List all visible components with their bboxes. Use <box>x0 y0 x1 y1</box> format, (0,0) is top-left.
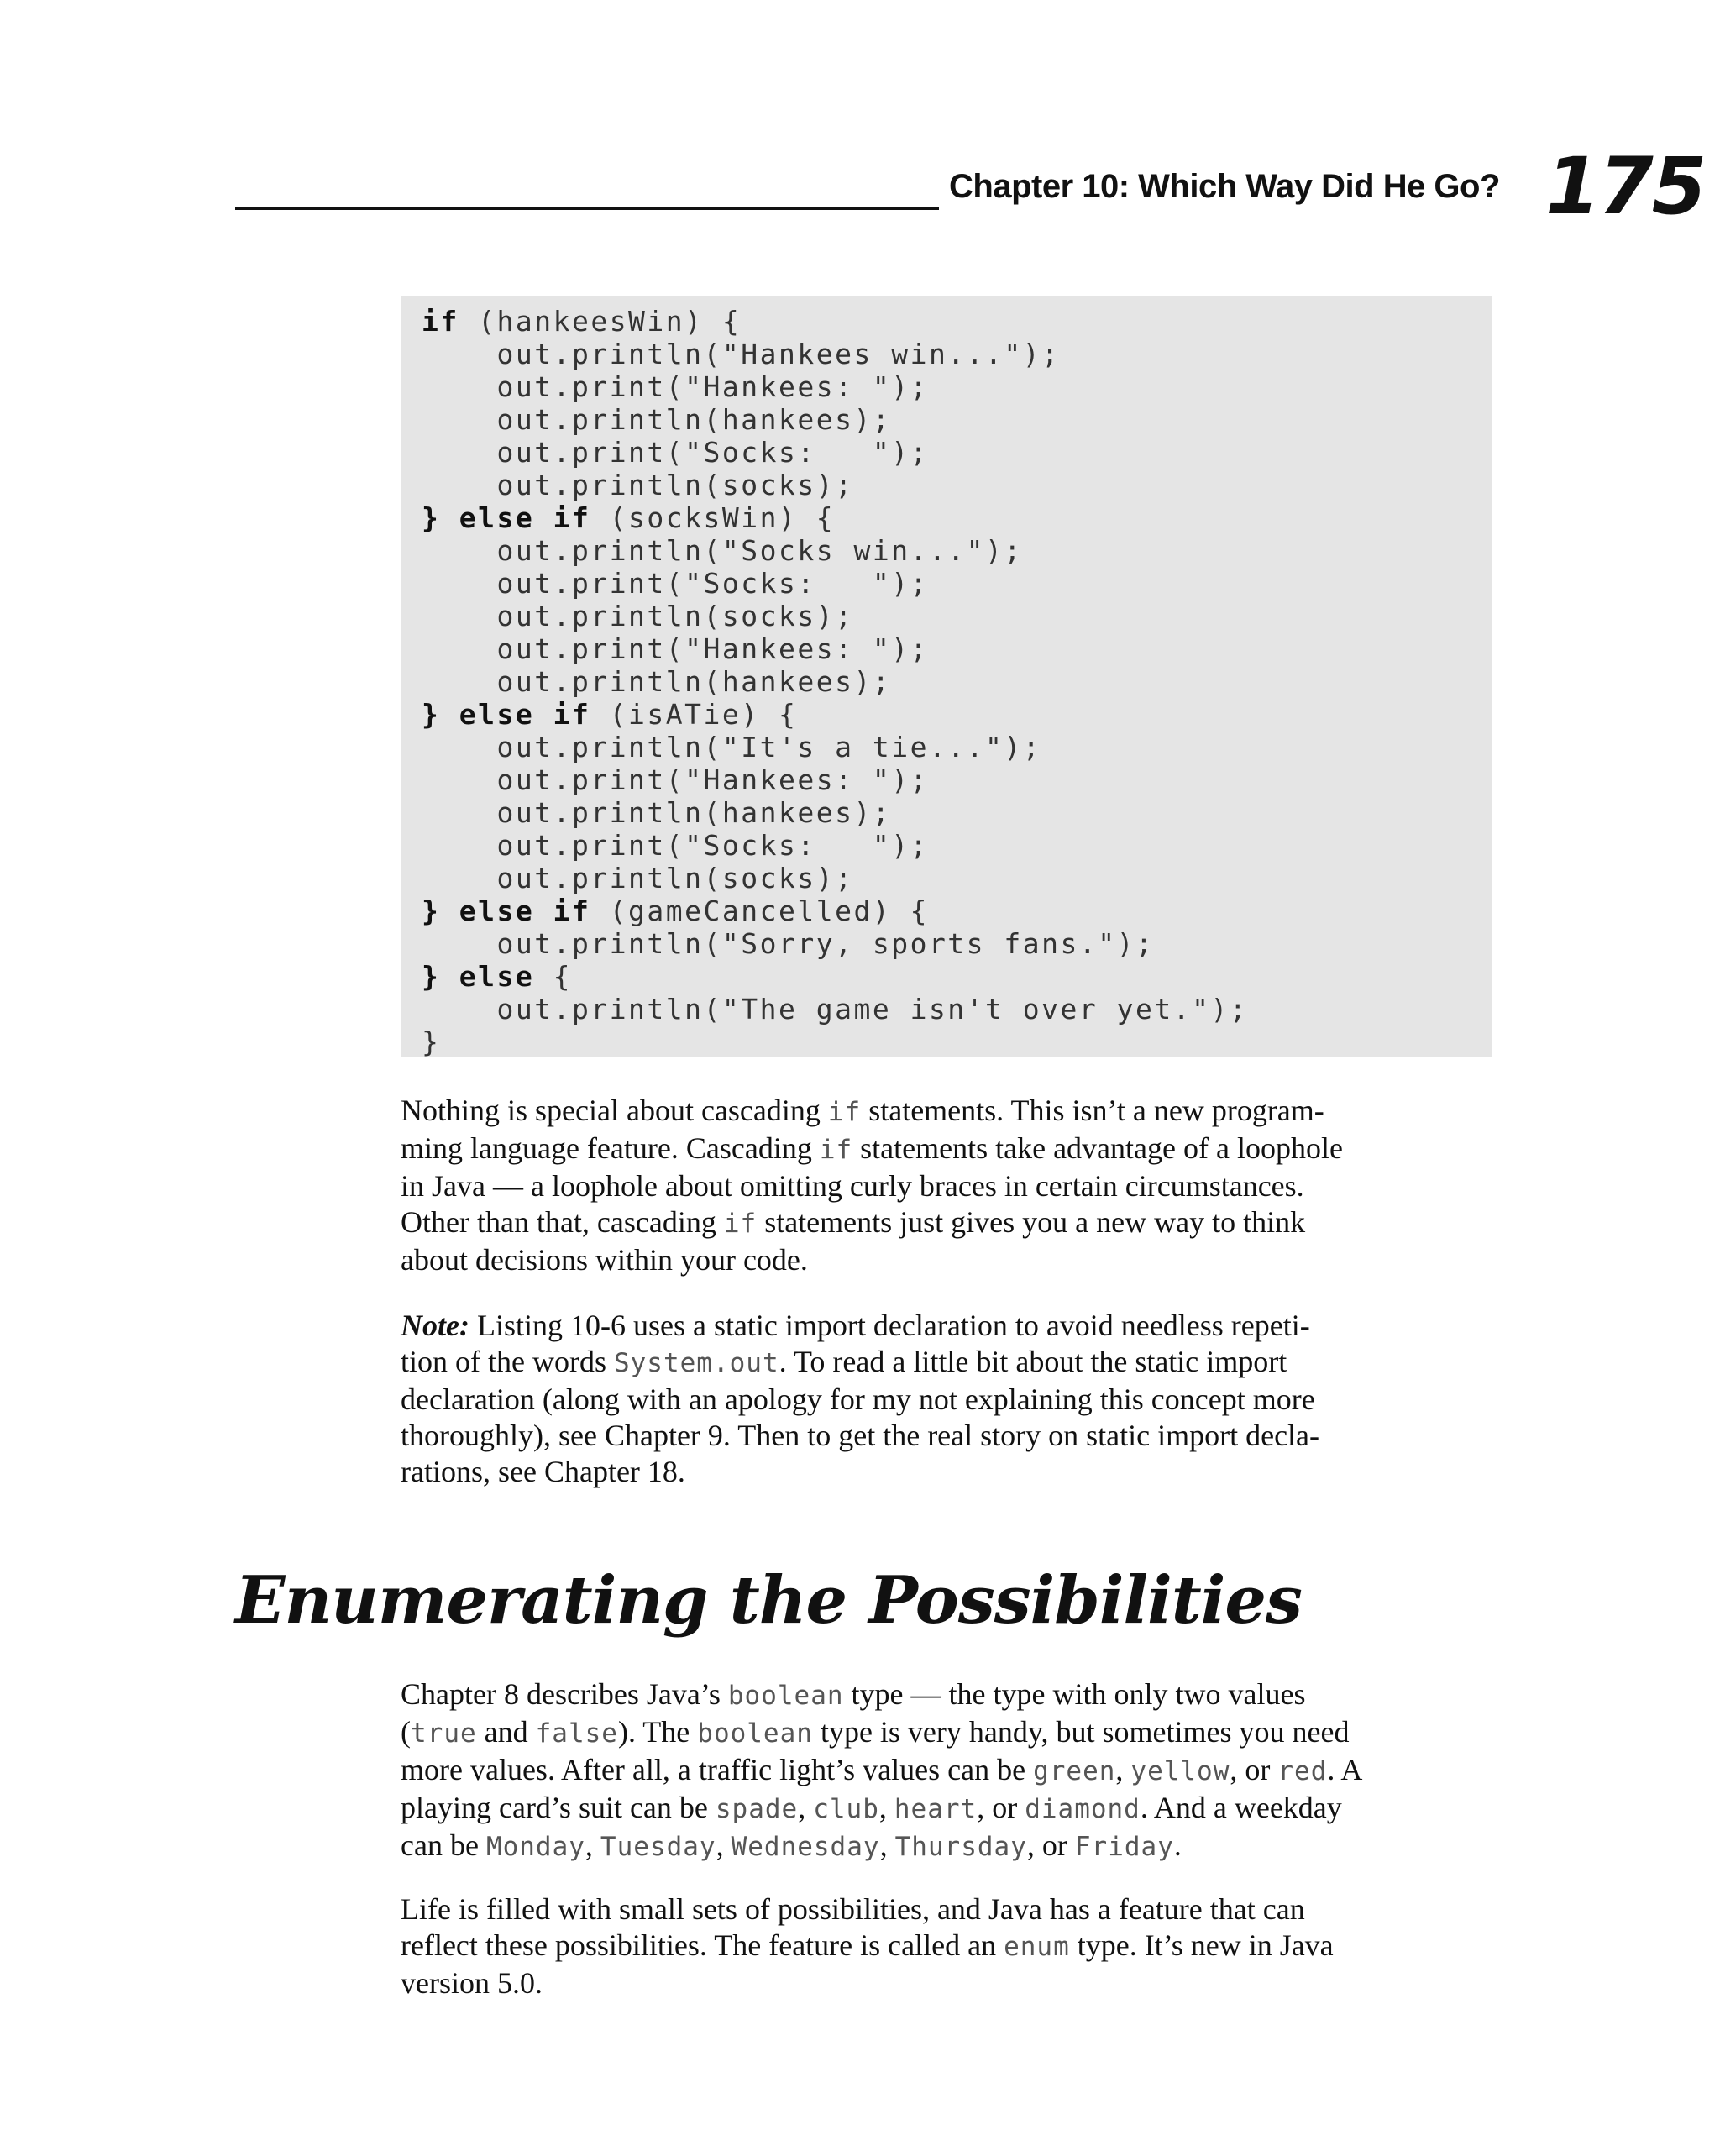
code-line: out.println(socks); <box>496 469 854 501</box>
code-line: out.print("Hankees: "); <box>496 370 929 403</box>
code-line: } else { <box>422 960 572 993</box>
text-line: declaration (along with an apology for my not explaining this concept more <box>401 1382 1315 1416</box>
code-line: out.println(hankees); <box>496 403 892 436</box>
code-line: out.println(hankees); <box>496 796 892 829</box>
text-line: playing card’s suit can be spade, club, heart, or diamond. And a weekday <box>401 1791 1342 1824</box>
code-line: out.println(socks); <box>496 862 854 894</box>
text-line: Note: Listing 10-6 uses a static import declaration to avoid needless repeti- <box>401 1309 1310 1342</box>
code-keyword: } else <box>422 960 535 993</box>
page-number: 175 <box>1545 141 1706 233</box>
text-line: tion of the words System.out. To read a little bit about the static import <box>401 1345 1287 1378</box>
text-line: rations, see Chapter 18. <box>401 1455 685 1488</box>
code-line: out.println("Socks win..."); <box>496 534 1023 567</box>
code-line: out.println(socks); <box>496 600 854 632</box>
code-line: } else if (isATie) { <box>422 698 798 731</box>
code-line: out.print("Hankees: "); <box>496 632 929 665</box>
text-line: ming language feature. Cascading if statements take advantage of a loophole <box>401 1131 1343 1165</box>
code-line: if (hankeesWin) { <box>422 305 742 338</box>
code-line: } else if (gameCancelled) { <box>422 894 929 927</box>
code-line: out.println("It's a tie..."); <box>496 731 1042 763</box>
code-line: } else if (socksWin) { <box>422 501 836 534</box>
text-line: Life is filled with small sets of possibilities, and Java has a feature that can <box>401 1892 1305 1926</box>
running-header-chapter-title: Chapter 10: Which Way Did He Go? <box>949 168 1500 205</box>
text-line: can be Monday, Tuesday, Wednesday, Thursday, or Friday. <box>401 1828 1182 1862</box>
text-line: (true and false). The boolean type is very handy, but sometimes you need <box>401 1715 1350 1749</box>
code-line: } <box>422 1026 441 1058</box>
text-line: more values. After all, a traffic light’s values can be green, yellow, or red. A <box>401 1753 1363 1786</box>
code-line: out.print("Socks: "); <box>496 436 929 469</box>
code-keyword: } else if <box>422 501 591 534</box>
text-line: version 5.0. <box>401 1966 543 2000</box>
code-line: out.println("The game isn't over yet."); <box>496 993 1249 1026</box>
text-line: about decisions within your code. <box>401 1243 808 1277</box>
paragraph-cascading-if <box>401 1093 1509 1278</box>
code-keyword: if <box>422 305 459 338</box>
code-line: out.println("Hankees win..."); <box>496 338 1061 370</box>
code-keyword: } else if <box>422 894 591 927</box>
note-label: Note: <box>401 1309 469 1342</box>
paragraph-boolean-enum-intro <box>401 1676 1509 1865</box>
header-rule <box>235 207 939 210</box>
code-keyword: } else if <box>422 698 591 731</box>
text-line: thoroughly), see Chapter 9. Then to get the real story on static import decla- <box>401 1419 1320 1452</box>
text-line: Chapter 8 describes Java’s boolean type — the type with only two values <box>401 1677 1306 1711</box>
code-line: out.println("Sorry, sports fans."); <box>496 927 1155 960</box>
text-line: Other than that, cascading if statements just gives you a new way to think <box>401 1205 1306 1239</box>
text-line: reflect these possibilities. The feature is called an enum type. It’s new in Java <box>401 1928 1334 1962</box>
text-line: Nothing is special about cascading if statements. This isn’t a new program- <box>401 1094 1324 1127</box>
code-line: out.print("Socks: "); <box>496 567 929 600</box>
code-line: out.print("Hankees: "); <box>496 763 929 796</box>
paragraph-enum-feature <box>401 1891 1509 2001</box>
code-line: out.println(hankees); <box>496 665 892 698</box>
code-line: out.print("Socks: "); <box>496 829 929 862</box>
text-line: in Java — a loophole about omitting curly braces in certain circumstances. <box>401 1169 1304 1203</box>
section-heading: Enumerating the Possibilities <box>235 1562 1302 1639</box>
paragraph-note <box>401 1308 1509 1490</box>
